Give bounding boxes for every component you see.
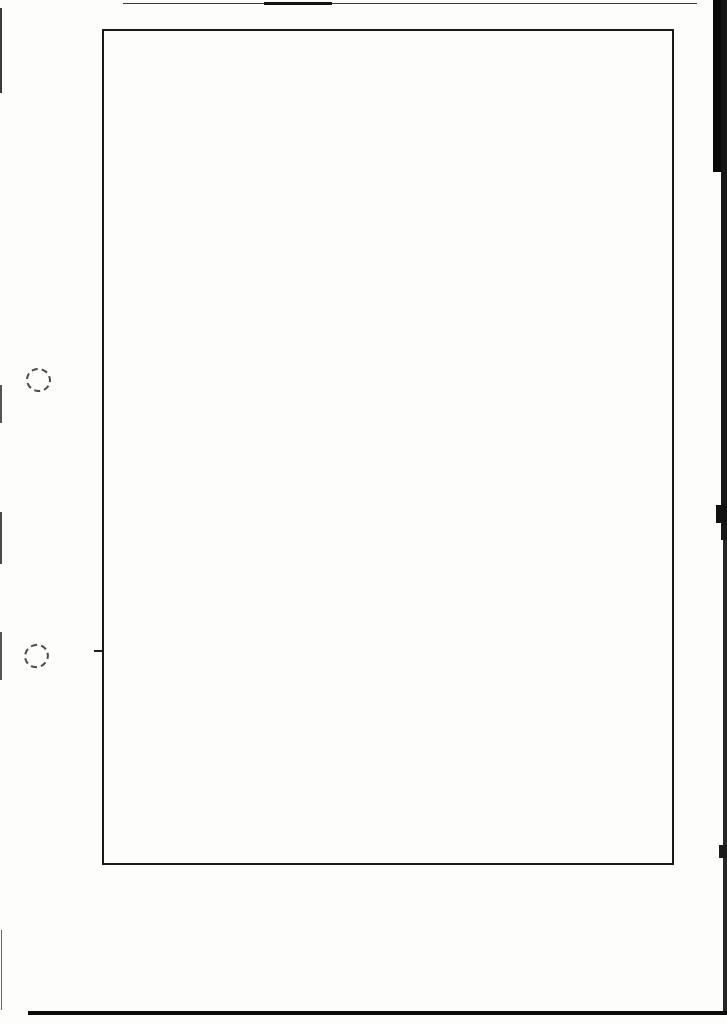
scan-right-edge-strip [721, 0, 727, 540]
hole-punch-mark [20, 640, 53, 673]
scan-left-edge-mark [0, 8, 2, 93]
scan-left-edge-mark [0, 632, 2, 680]
scan-top-edge-line-dark [264, 2, 332, 5]
scan-right-edge-strip [723, 540, 727, 1012]
hole-punch-mark [23, 365, 54, 396]
scan-bottom-edge-line [28, 1011, 727, 1015]
scan-left-edge-mark [0, 512, 2, 564]
scan-top-edge-line [123, 3, 697, 4]
scan-left-edge-mark [0, 385, 2, 423]
scan-right-edge-blip [716, 505, 727, 523]
scan-right-edge-blip [719, 845, 727, 858]
scan-left-edge-mark [1, 930, 2, 1010]
events-schedule-table [102, 29, 674, 865]
